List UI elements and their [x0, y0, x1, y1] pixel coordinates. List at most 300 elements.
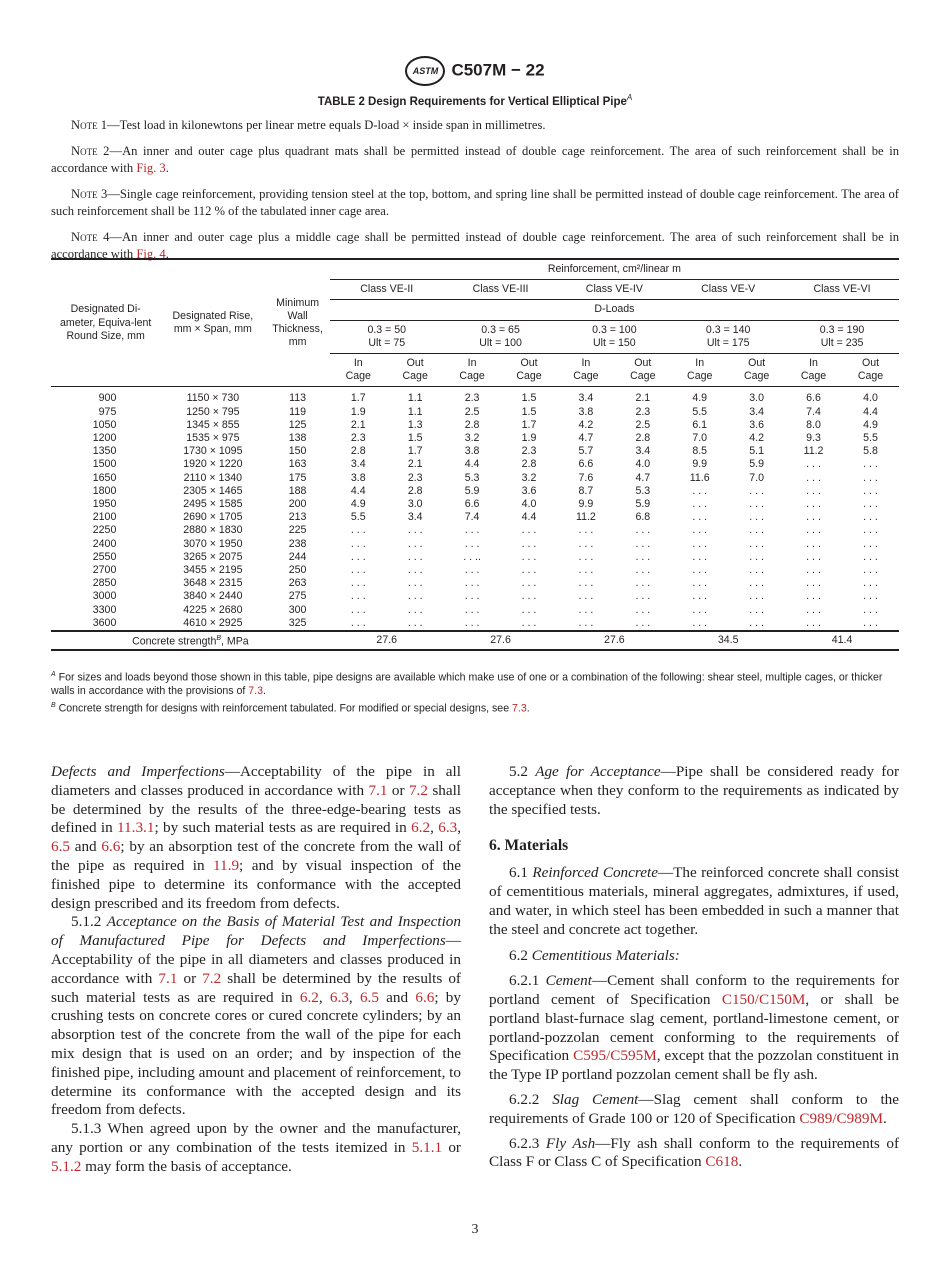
table-cell: . . . [806, 471, 821, 484]
d-load-ult: Ult = 150 [593, 336, 636, 349]
table-cell: . . . [350, 550, 366, 563]
table-cell: 2400 [92, 537, 117, 550]
section-link[interactable]: C150/C150M [721, 990, 806, 1008]
table-cell: . . . [806, 484, 821, 497]
table-cell: . . . [464, 590, 480, 603]
table-row [51, 564, 899, 577]
table-cell: . . . [692, 498, 708, 511]
body-text: or [177, 969, 203, 987]
table-cell: 4.0 [521, 498, 537, 511]
table-cell: 3.4 [350, 458, 366, 471]
left-column [51, 763, 461, 1177]
body-text: may form the basis of acceptance. [81, 1157, 292, 1175]
table-cell: 2.3 [521, 445, 537, 458]
table-cell: . . . [350, 603, 366, 616]
body-text: , [318, 988, 330, 1006]
section-link[interactable]: 7.2 [408, 781, 428, 799]
body-text: ; by such material tests as are required in [154, 819, 412, 837]
paragraph [51, 763, 461, 913]
paragraph [489, 763, 899, 819]
out-cage-header: Out Cage [842, 354, 899, 387]
table-cell: . . . [692, 511, 708, 524]
table-cell: 7.6 [578, 471, 594, 484]
table-cell: . . . [692, 603, 708, 616]
wall-thickness-header: Minimum Wall Thickness, mm [265, 259, 329, 387]
document-header [0, 56, 950, 86]
d-load-values [785, 320, 899, 353]
table-cell: . . . [350, 537, 366, 550]
table-cell: 163 [288, 458, 307, 471]
table-footnote [51, 699, 899, 716]
table-cell: 2305 × 1465 [183, 484, 243, 497]
table-cell: 5.9 [464, 484, 480, 497]
section-heading: 6. Materials [489, 837, 569, 855]
table-cell: 2.8 [407, 484, 423, 497]
table-cell: . . . [407, 616, 423, 629]
table-cell: 1800 [92, 484, 117, 497]
table-cell: . . . [692, 537, 708, 550]
table-cell: . . . [521, 603, 537, 616]
table-cell: 1.7 [521, 418, 537, 431]
table-cell: 4.7 [635, 471, 651, 484]
table-cell: . . . [350, 564, 366, 577]
table-cell: . . . [806, 564, 821, 577]
in-cage-header: In Cage [671, 354, 728, 387]
section-link[interactable]: 6.3 [438, 819, 458, 837]
table-cell: 9.9 [692, 458, 708, 471]
d-load-03: 0.3 = 190 [819, 323, 865, 336]
table-row [51, 406, 899, 419]
section-link[interactable]: 6.2 [411, 819, 431, 837]
table-cell: . . . [863, 616, 878, 629]
table-cell: . . . [521, 524, 537, 537]
in-cage-header: In Cage [330, 354, 387, 387]
section-link[interactable]: 5.1.2 [51, 1157, 82, 1175]
table-cell: . . . [521, 537, 537, 550]
section-link[interactable]: 6.2 [299, 988, 319, 1006]
table-cell: 4.4 [350, 484, 366, 497]
table-row [51, 511, 899, 524]
table-cell: 2110 × 1340 [183, 471, 243, 484]
table-footnotes [51, 668, 899, 716]
paragraph [51, 1120, 461, 1176]
table-cell: . . . [578, 577, 594, 590]
table-cell: . . . [578, 550, 594, 563]
table-cell: . . . [749, 484, 764, 497]
subsection-title: Reinforced Concrete [532, 864, 658, 882]
table-cell: . . . [749, 550, 764, 563]
table-cell: 119 [289, 405, 307, 418]
table-note [51, 186, 899, 221]
section-link[interactable]: 6.5 [359, 988, 379, 1006]
footnote-text: For sizes and loads beyond those shown in this table, pipe designs are available which make use of one or a combination of the following: shear steel, multiple cages, or thicker walls in accordance with the provisions of [51, 671, 883, 698]
concrete-strength-row [51, 631, 899, 650]
table-cell: 4.4 [521, 511, 537, 524]
table-row [51, 524, 899, 537]
table-row [51, 577, 899, 590]
table-cell: . . . [578, 616, 594, 629]
table-row [51, 472, 899, 485]
body-text: 6.2.1 [509, 972, 546, 990]
table-row [51, 445, 899, 458]
body-text: , except that the pozzolan constituent in the Type IP portland pozzolan cement shall be fly ash. [489, 1047, 899, 1084]
table-cell: 113 [289, 392, 307, 405]
table-cell: 3840 × 2440 [183, 590, 243, 603]
table-cell: . . . [521, 577, 537, 590]
section-link[interactable]: 6.6 [415, 988, 435, 1006]
table-cell: 1500 [92, 458, 117, 471]
table-cell: . . . [749, 603, 764, 616]
table-cell: 2.1 [350, 418, 366, 431]
table-cell: . . . [407, 590, 423, 603]
table-cell: 9.3 [806, 432, 821, 445]
table-cell: 1250 × 795 [186, 405, 240, 418]
concrete-strength-text: Concrete strength [132, 635, 217, 648]
table-cell: . . . [806, 537, 821, 550]
table-cell: . . . [806, 590, 821, 603]
table-cell: 2.5 [635, 418, 651, 431]
table-cell: 3.6 [749, 418, 764, 431]
footnote-mark: B [216, 635, 222, 643]
table-cell: . . . [806, 577, 821, 590]
table-cell: 2250 [92, 524, 117, 537]
d-load-ult: Ult = 75 [368, 336, 406, 349]
table-cell: 3600 [92, 616, 117, 629]
table-row [51, 590, 899, 603]
table-cell: . . . [749, 577, 764, 590]
table-cell: 4.0 [863, 392, 878, 405]
table-cell: 5.5 [350, 511, 366, 524]
body-text: 6.2 [509, 947, 532, 965]
body-text: —Slag cement shall conform to the requirements of Grade 100 or 120 of Specification [489, 1090, 899, 1127]
section-link[interactable]: 6.6 [101, 838, 121, 856]
table-cell: 2.1 [635, 392, 651, 405]
table-cell: . . . [578, 524, 594, 537]
table-cell: 4.9 [863, 418, 878, 431]
body-text: —Pipe shall be considered ready for acceptance when they conform to the requirements as indicated by the specified tests. [489, 763, 900, 818]
table-cell: 2690 × 1705 [183, 511, 243, 524]
table-cell: 2.8 [635, 432, 651, 445]
body-text: —Cement shall conform to the requirements for portland cement of Specification [489, 972, 899, 1008]
section-link[interactable]: 7.3 [248, 685, 263, 698]
table-cell: . . . [863, 484, 878, 497]
table-cell: . . . [863, 511, 878, 524]
d-load-ult: Ult = 175 [706, 336, 750, 349]
section-link[interactable]: 11.9 [213, 856, 240, 874]
table-row [51, 604, 899, 617]
table-row [51, 432, 899, 445]
body-text: —Acceptability of the pipe in all diameters and classes produced in accordance with [51, 932, 461, 987]
table-cell: . . . [692, 577, 708, 590]
table-cell: . . . [692, 564, 708, 577]
table-cell: . . . [464, 524, 480, 537]
table-cell: 1.3 [407, 418, 423, 431]
table-cell: 125 [288, 418, 307, 431]
d-load-03: 0.3 = 65 [481, 323, 520, 336]
table-cell: 175 [288, 471, 307, 484]
table-cell: 3648 × 2315 [183, 577, 243, 590]
body-text: shall be determined by the results of the three-edge-bearing tests as defined in [51, 781, 462, 837]
table-cell: 250 [288, 564, 307, 577]
figure-link[interactable]: Fig. 4 [136, 247, 166, 261]
class-header: Class VE-II [330, 280, 444, 300]
table-cell: 213 [288, 511, 307, 524]
table-cell: 4.0 [635, 458, 651, 471]
concrete-strength-value: 27.6 [330, 631, 444, 650]
table-cell: . . . [350, 590, 366, 603]
table-cell: . . . [407, 603, 423, 616]
table-cell: . . . [749, 537, 764, 550]
table-cell: . . . [863, 590, 878, 603]
d-load-values [557, 320, 671, 353]
table-cell: 3.4 [407, 511, 423, 524]
table-cell: 5.8 [863, 445, 878, 458]
table-row [51, 485, 899, 498]
table-cell: 325 [288, 616, 307, 629]
body-text: , [430, 819, 439, 837]
table-cell: 238 [288, 537, 307, 550]
subsection-title: Acceptance on the Basis of Material Test and Inspection of Manufactured Pipe for Defects and Imperfections [51, 913, 461, 950]
table-cell: 3000 [92, 590, 117, 603]
table-cell: . . . [692, 590, 708, 603]
table-cell: 6.6 [578, 458, 594, 471]
table-cell: 975 [98, 405, 117, 418]
paragraph [489, 947, 899, 966]
table-row [51, 617, 899, 631]
section-link[interactable]: 6.3 [329, 988, 349, 1006]
table-cell: 2.8 [464, 418, 480, 431]
table-cell: 4.4 [464, 458, 480, 471]
table-title-text: TABLE 2 Design Requirements for Vertical Elliptical Pipe [317, 95, 627, 108]
table-cell: 1730 × 1095 [183, 445, 243, 458]
table-cell: . . . [692, 550, 708, 563]
subsection-title: Defects and Imperfections [51, 763, 225, 780]
table-cell: . . . [863, 471, 878, 484]
table-cell: 2.3 [407, 471, 423, 484]
d-load-03: 0.3 = 100 [592, 323, 637, 336]
table-cell: 2.3 [635, 405, 651, 418]
out-cage-header: Out Cage [501, 354, 558, 387]
table-cell: 11.2 [575, 511, 596, 524]
table-cell: . . . [578, 564, 594, 577]
table-cell: . . . [692, 524, 708, 537]
section-link[interactable]: 11.3.1 [117, 819, 155, 837]
table-cell: 2.8 [521, 458, 537, 471]
footnote-text-end: . [526, 702, 530, 715]
table-cell: 7.4 [806, 405, 821, 418]
table-cell: 5.9 [635, 498, 651, 511]
body-text: and [378, 988, 416, 1006]
table-cell: . . . [635, 577, 651, 590]
class-header: Class VE-VI [785, 280, 899, 300]
table-cell: . . . [521, 564, 537, 577]
table-cell: . . . [635, 550, 651, 563]
table-cell: . . . [635, 590, 651, 603]
table-cell: 3.6 [521, 484, 537, 497]
table-cell: . . . [749, 511, 764, 524]
table-cell: . . . [464, 564, 480, 577]
table-cell: . . . [749, 498, 764, 511]
section-link[interactable]: 7.1 [368, 781, 388, 799]
table-cell: 1535 × 975 [186, 432, 240, 445]
table-cell: . . . [806, 498, 821, 511]
body-text: ; by crushing tests on concrete cores or cured concrete cylinders; by an absorption test of the concrete from the wall of the pipe for each mix design that is used on an order; and by inspection of the finished pipe, including amount and placement of reinforcement, to determine its conformance with the accepted design and its freedom from defects. [51, 988, 461, 1119]
figure-link[interactable]: Fig. 3 [136, 161, 166, 175]
table-cell: 1920 × 1220 [183, 458, 243, 471]
table-cell: 1950 [92, 498, 117, 511]
footnote-mark: A [51, 671, 56, 678]
note-text: —Test load in kilonewtons per linear metre equals D-load × inside span in millimetres. [107, 118, 546, 132]
table-cell: . . . [635, 524, 651, 537]
rise-span-header: Designated Rise, mm × Span, mm [160, 259, 265, 387]
table-cell: . . . [578, 537, 594, 550]
subsection-title: Cement [545, 972, 592, 990]
table-cell: . . . [692, 484, 708, 497]
table-cell: 3.4 [578, 392, 594, 405]
table-cell: 7.4 [464, 511, 480, 524]
table-cell: 6.6 [464, 498, 480, 511]
section-link[interactable]: 7.2 [202, 969, 222, 987]
table-cell: . . . [464, 577, 480, 590]
table-cell: . . . [863, 550, 878, 563]
table-cell: . . . [863, 577, 878, 590]
body-text: 5.2 [509, 763, 536, 780]
subsection-title: Fly Ash [545, 1134, 596, 1152]
table-cell: . . . [521, 616, 537, 629]
in-cage-header: In Cage [557, 354, 614, 387]
table-cell: 275 [288, 590, 307, 603]
page-number: 3 [471, 1222, 479, 1237]
table-cell: 300 [288, 603, 307, 616]
body-text: . [882, 1109, 887, 1127]
table-cell: 1.9 [521, 432, 537, 445]
section-link[interactable]: 5.1.1 [411, 1138, 443, 1156]
section-link[interactable]: C595/C595M [573, 1047, 657, 1065]
note-label: Note 4 [71, 229, 110, 244]
concrete-strength-value: 27.6 [444, 631, 558, 650]
table-row [51, 458, 899, 471]
table-cell: 4.2 [578, 418, 594, 431]
section-link[interactable]: 7.3 [512, 702, 527, 715]
body-text: . [738, 1153, 743, 1171]
table-cell: . . . [407, 577, 423, 590]
note-text: —Single cage reinforcement, providing tension steel at the top, bottom, and spring line shall be permitted instead of double cage reinforcement. The area of such reinforcement shall be 112 % of the tabulated inner cage area. [51, 186, 899, 218]
table-cell: . . . [635, 616, 651, 629]
d-load-values [671, 320, 785, 353]
table-row [51, 419, 899, 432]
paragraph [51, 913, 461, 1120]
table-cell: . . . [578, 603, 594, 616]
table-note [51, 117, 899, 135]
table-cell: 5.9 [749, 458, 764, 471]
note-text: —An inner and outer cage plus quadrant mats shall be permitted instead of double cage reinforcement. The area of such reinforcement shall be in accordance with [51, 143, 899, 175]
table-cell: 8.7 [578, 484, 594, 497]
section-link[interactable]: C989/C989M [799, 1109, 883, 1127]
table-cell: 1650 [92, 471, 117, 484]
body-text: —Acceptability of the pipe in all diameters and classes produced in accordance with [51, 763, 461, 799]
table-cell: . . . [806, 603, 821, 616]
table-cell: 225 [288, 524, 307, 537]
table-cell: . . . [806, 511, 821, 524]
table-cell: 3.2 [521, 471, 537, 484]
table-cell: . . . [635, 564, 651, 577]
class-header: Class VE-III [444, 280, 558, 300]
class-header: Class VE-IV [557, 280, 671, 300]
concrete-strength-value: 27.6 [557, 631, 671, 650]
table-cell: 7.0 [692, 432, 708, 445]
table-cell: 4.4 [863, 405, 878, 418]
footnote-text: Concrete strength for designs with reinforcement tabulated. For modified or special designs, see [55, 702, 513, 715]
table-cell: 3070 × 1950 [183, 537, 243, 550]
table-cell: . . . [806, 458, 821, 471]
d-load-03: 0.3 = 50 [367, 323, 407, 336]
body-text: 6.1 [509, 864, 533, 882]
d-loads-header: D-Loads [330, 300, 899, 320]
note-text-end: . [165, 161, 169, 175]
subsection-title: Cementitious Materials: [531, 947, 680, 965]
table-cell: 3300 [92, 603, 117, 616]
table-cell: . . . [635, 537, 651, 550]
body-text: 6.2.3 [509, 1134, 546, 1152]
table-cell: . . . [863, 603, 878, 616]
table-cell: . . . [863, 564, 878, 577]
table-cell: 1.7 [350, 392, 366, 405]
table-cell: 3.8 [464, 445, 480, 458]
table-notes [51, 117, 899, 272]
d-load-values [330, 320, 444, 353]
table-cell: . . . [350, 577, 366, 590]
note-text: —An inner and outer cage plus a middle cage shall be permitted instead of double cage reinforcement. The area of such reinforcement shall be in accordance with [51, 229, 899, 261]
section-link[interactable]: 6.5 [51, 838, 70, 856]
table-cell: 11.2 [803, 445, 824, 458]
body-text: —Fly ash shall conform to the requirements of Class F or Class C of Specification [489, 1134, 899, 1171]
table-cell: . . . [749, 524, 764, 537]
reinforcement-header: Reinforcement, cm²/linear m [330, 259, 899, 280]
table-cell: 2.3 [464, 392, 480, 405]
design-requirements-table [51, 258, 899, 651]
astm-logo: ASTM [405, 56, 445, 86]
out-cage-header: Out Cage [614, 354, 671, 387]
table-cell: 3265 × 2075 [183, 550, 243, 563]
table-cell: 2550 [92, 550, 117, 563]
note-label: Note 2 [71, 143, 110, 158]
table-cell: 5.5 [692, 405, 708, 418]
table-row [51, 551, 899, 564]
table-cell: . . . [407, 524, 423, 537]
table-cell: . . . [464, 603, 480, 616]
table-cell: 3.4 [635, 445, 651, 458]
table-cell: 1050 [92, 418, 117, 431]
table-cell: . . . [863, 537, 878, 550]
table-cell: 1.7 [407, 445, 423, 458]
footnote-text-end: . [263, 685, 266, 698]
table-cell: 1.1 [407, 392, 423, 405]
table-cell: 2.3 [350, 432, 366, 445]
section-link[interactable]: C618 [705, 1153, 739, 1171]
section-link[interactable]: 7.1 [158, 969, 178, 987]
diameter-header: Designated Di-ameter, Equiva-lent Round Size, mm [51, 259, 160, 387]
concrete-strength-value: 34.5 [671, 631, 785, 650]
table-cell: . . . [806, 616, 821, 629]
body-text: 5.1.2 [71, 913, 107, 931]
table-cell: 1.5 [521, 405, 537, 418]
table-cell: . . . [749, 590, 764, 603]
d-load-values [444, 320, 558, 353]
subsection-title: Slag Cement [552, 1090, 639, 1108]
table-row [51, 538, 899, 551]
table-cell: 4225 × 2680 [183, 603, 243, 616]
table-cell: 5.5 [863, 432, 878, 445]
